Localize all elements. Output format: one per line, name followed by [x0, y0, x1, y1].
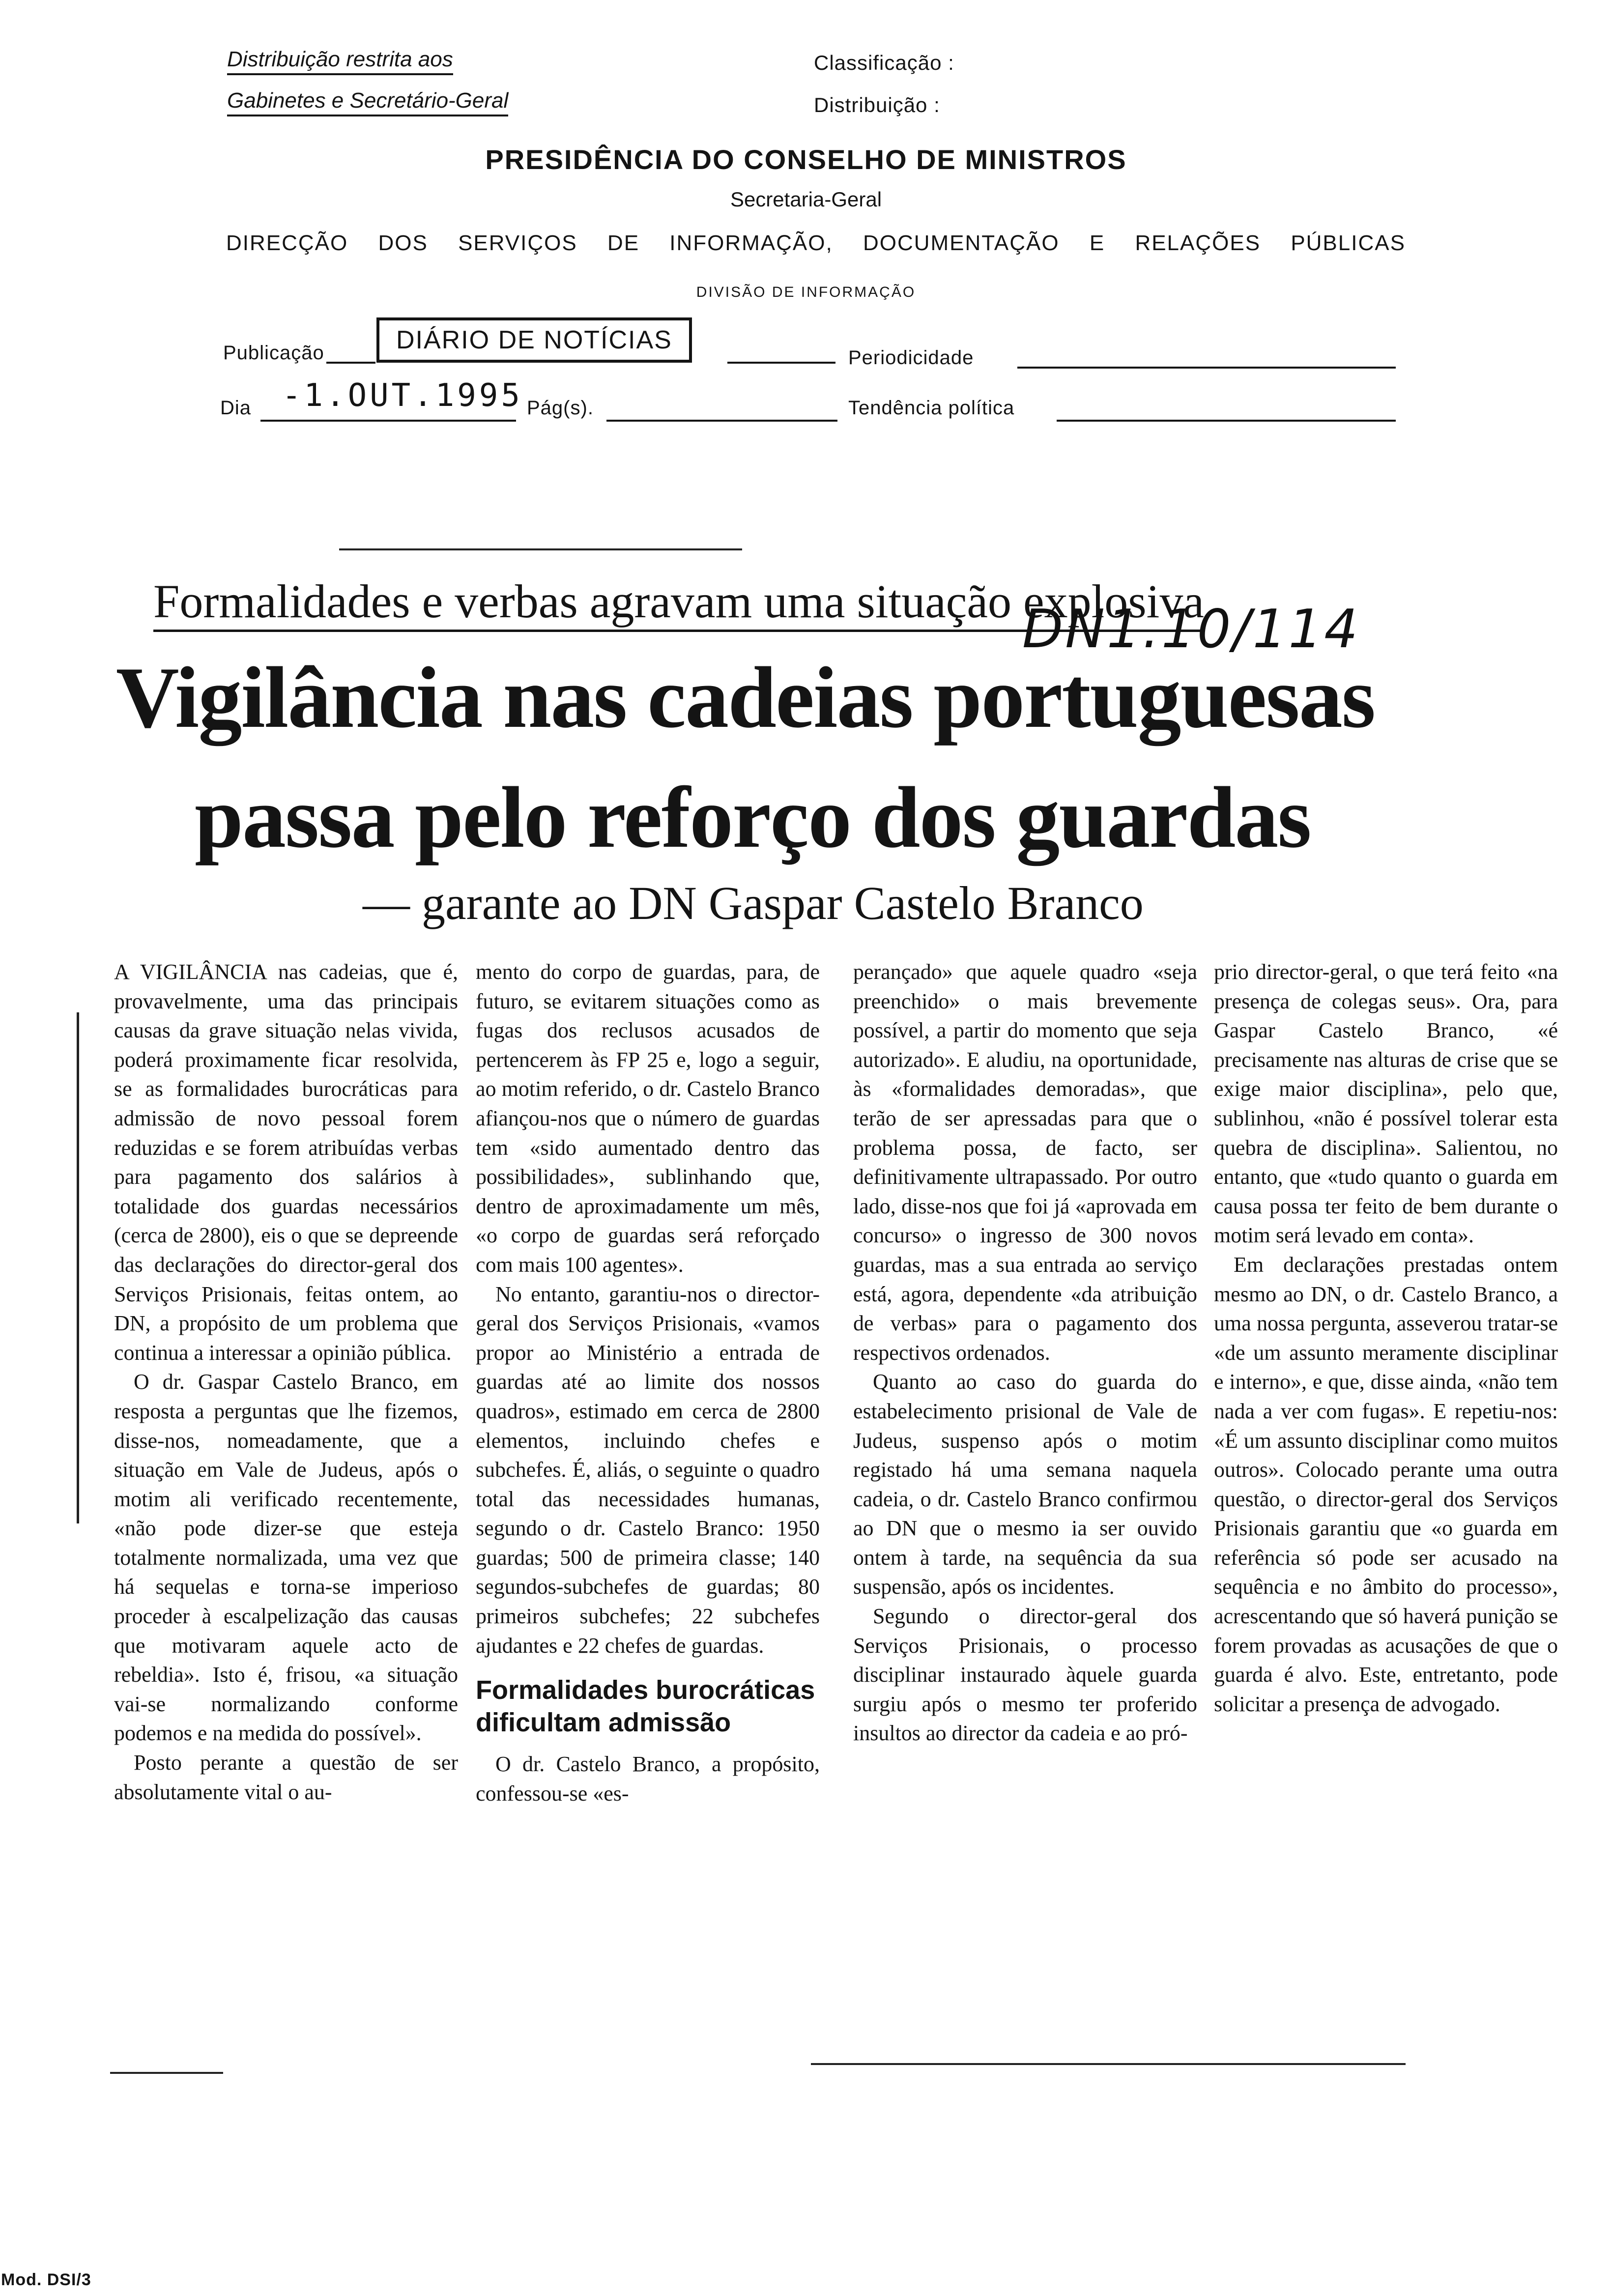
distribution-label: Distribuição :: [814, 93, 940, 116]
margin-mark: [77, 1012, 79, 1523]
restricted-distribution-line2: Gabinetes e Secretário-Geral: [227, 88, 508, 113]
section-heading: Formalidades burocráticas dificultam admissão: [476, 1675, 815, 1738]
pages-label: Pág(s).: [527, 397, 594, 419]
article-paragraph: Posto perante a questão de ser absolutamente vital o au-: [114, 1751, 458, 1804]
article-paragraph: O dr. Castelo Branco, a propósito, confessou-se «es-: [476, 1752, 820, 1806]
article-paragraph: prio director-geral, o que terá feito «na presença de colegas seus». Ora, para Gaspar Castelo Branco, «é precisamente nas alturas de crise que se exige maior disciplina», pelo que, sublinhou, «não é possível tolerar esta quebra de disciplina». Salientou, no entanto, que «tudo quanto o guarda em causa possa ter feito de bem durante o motim será levado em conta».: [1214, 960, 1558, 1248]
article-column-3: [853, 957, 1197, 1748]
article-kicker: Formalidades e verbas agravam uma situação explosiva: [153, 574, 1204, 629]
publication-label: Publicação: [223, 342, 324, 364]
directorate-word: SERVIÇOS: [458, 231, 577, 255]
subheadline: — garante ao DN Gaspar Castelo Branco: [363, 877, 1144, 929]
article-paragraph: Quanto ao caso do guarda do estabelecimento prisional de Vale de Judeus, suspenso após o motim registado há uma semana naquela cadeia, o dr. Castelo Branco confirmou ao DN que o mesmo ia ser ouvido ontem à tarde, na sequência da sua suspensão, após os incidentes.: [853, 1370, 1197, 1599]
article-column-1: [114, 957, 458, 1807]
political-tendency-label: Tendência política: [848, 397, 1015, 419]
directorate-word: INFORMAÇÃO,: [669, 231, 833, 255]
bottom-rule-right: [811, 2063, 1406, 2065]
directorate-word: DOS: [378, 231, 428, 255]
directorate-word: RELAÇÕES: [1135, 231, 1261, 255]
date-label: Dia: [220, 397, 252, 419]
separator-rule: [339, 548, 742, 550]
article-paragraph: mento do corpo de guardas, para, de futuro, se evitarem situações como as fugas dos reclusos acusados de pertencerem às FP 25 e, logo a seguir, ao motim referido, o dr. Castelo Branco afiançou-nos que o número de guardas tem «sido aumentado dentro das possibilidades», sublinhando que, dentro de aproximadamente um mês, «o corpo de guardas será reforçado com mais 100 agentes».: [476, 960, 820, 1277]
handwritten-reference: DN1.10/114: [1022, 599, 1360, 660]
article-paragraph: Segundo o director-geral dos Serviços Prisionais, o processo disciplinar instaurado àquele guarda surgiu após o mesmo ter proferido insultos ao director da cadeia e ao pró-: [853, 1604, 1197, 1746]
restricted-distribution-line1: Distribuição restrita aos: [227, 47, 453, 72]
general-secretariat: Secretaria-Geral: [730, 188, 882, 211]
headline-line1: Vigilância nas cadeias portuguesas: [116, 649, 1375, 746]
bottom-rule-left: [110, 2072, 223, 2074]
form-model-code: Mod. DSI/3: [1, 2270, 91, 2289]
directorate-word: DOCUMENTAÇÃO: [863, 231, 1060, 255]
directorate-line: [226, 231, 1406, 256]
periodicity-label: Periodicidade: [848, 347, 974, 369]
directorate-word: PÚBLICAS: [1291, 231, 1406, 255]
article-column-4: [1214, 957, 1558, 1719]
article-paragraph: No entanto, garantiu-nos o director-geral dos Serviços Prisionais, «vamos propor ao Ministério a entrada de guardas até ao limite dos nossos quadros», estimado em cerca de 2800 elementos, incluindo chefes e subchefes. É, aliás, o seguinte o quadro total das necessidades humanas, segundo o dr. Castelo Branco: 1950 guardas; 500 de primeira classe; 140 segundos-subchefes de guardas; 80 primeiros subchefes; 22 subchefes ajudantes e 22 chefes de guardas.: [476, 1282, 820, 1658]
directorate-word: DE: [607, 231, 640, 255]
article-paragraph: A VIGILÂNCIA nas cadeias, que é, provavelmente, uma das principais causas da grave situação nelas vivida, poderá proximamente ficar resolvida, se as formalidades burocráticas para admissão de novo pessoal forem reduzidas e se forem atribuídas verbas para pagamento dos salários à totalidade dos guardas necessários (cerca de 2800), eis o que se depreende das declarações do director-geral dos Serviços Prisionais, feitas ontem, ao DN, a propósito de um problema que continua a interessar a opinião pública.: [114, 960, 458, 1365]
information-division: DIVISÃO DE INFORMAÇÃO: [696, 284, 916, 300]
classification-label: Classificação :: [814, 51, 954, 74]
article-paragraph: Em declarações prestadas ontem mesmo ao DN, o dr. Castelo Branco, a uma nossa pergunta, asseverou tratar-se «de um assunto meramente disciplinar e interno», e que, disse ainda, «não tem nada a ver com fugas». E repetiu-nos: «É um assunto disciplinar como muitos outros». Colocado perante uma outra questão, o director-geral dos Serviços Prisionais garantiu que «o guarda em referência só pode ser acusado na sequência e no âmbito do processo», acrescentando que só haverá punição se forem provadas as acusações de que o guarda é alvo. Este, entretanto, pode solicitar a presença de advogado.: [1214, 1252, 1558, 1716]
article-column-2: [476, 957, 820, 1808]
article-paragraph: O dr. Gaspar Castelo Branco, em resposta a perguntas que lhe fizemos, disse-nos, nomeadamente, que a situação em Vale de Judeus, após o motim ali verificado recentemente, «não pode dizer-se que esteja totalmente normalizada, uma vez que há sequelas e torna-se imperioso proceder à escalpelização das causas que motivaram aquele acto de rebeldia». Isto é, frisou, «a situação vai-se normalizando conforme podemos e na medida do possível».: [114, 1370, 458, 1746]
directorate-word: DIRECÇÃO: [226, 231, 348, 255]
directorate-word: E: [1089, 231, 1105, 255]
headline-line2: passa pelo reforço dos guardas: [195, 769, 1311, 866]
article-paragraph: perançado» que aquele quadro «seja preenchido» o mais brevemente possível, a partir do momento que seja autorizado». E aludiu, na oportunidade, às «formalidades demoradas», que terão de ser apressadas para que o problema possa, de facto, ser definitivamente ultrapassado. Por outro lado, disse-nos que foi já «aprovada em concurso» o ingresso de 300 novos guardas, mas a sua entrada ao serviço está, agora, dependente «da atribuição de verbas» para o pagamento dos respectivos ordenados.: [853, 960, 1197, 1365]
date-stamp: -1.OUT.1995: [282, 377, 523, 414]
presidency-title: PRESIDÊNCIA DO CONSELHO DE MINISTROS: [485, 144, 1127, 175]
publication-name-box: DIÁRIO DE NOTÍCIAS: [376, 317, 692, 363]
